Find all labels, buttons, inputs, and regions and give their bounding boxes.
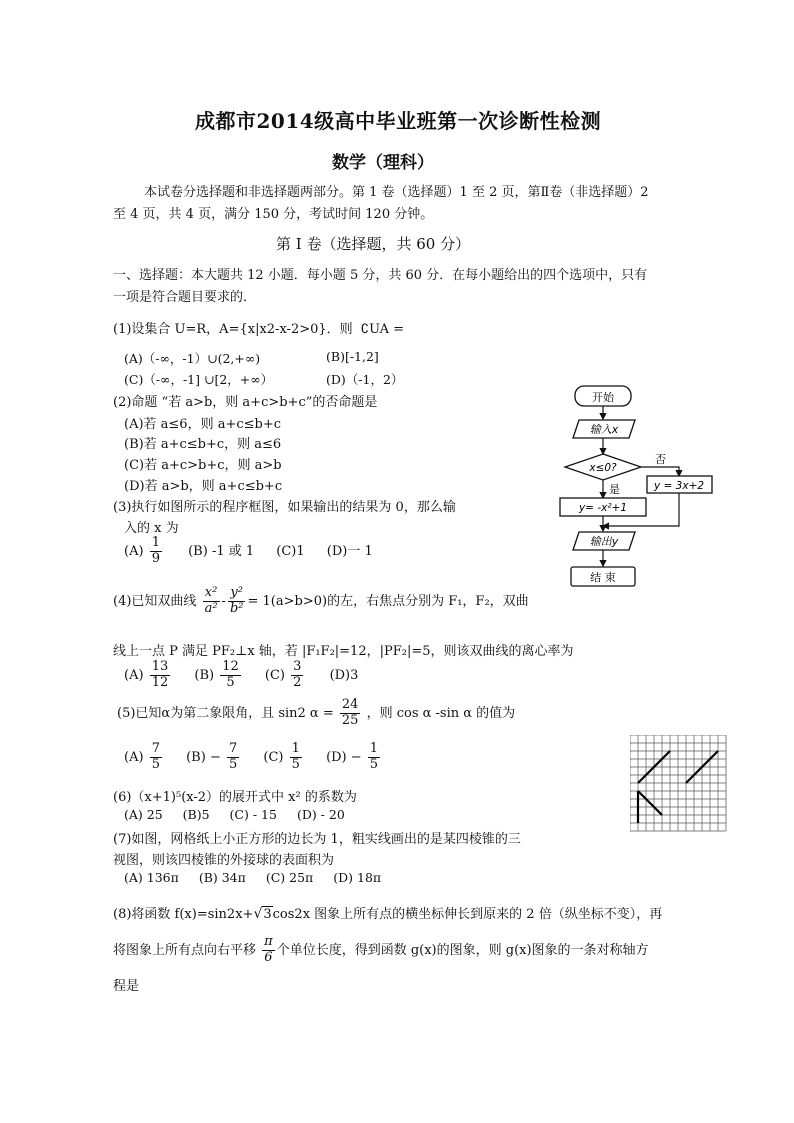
q4-fraction-y-numerator: y² [228, 586, 246, 602]
q4-equation-rest: = 1(a>b>0) [247, 593, 328, 609]
q4-stem-line-2: 线上一点 P 满足 PF₂⊥x 轴，若 |F₁F₂|=12，|PF₂|=5，则该双曲线的离心率为 [113, 644, 574, 659]
q8-fraction-denominator: 6 [264, 949, 273, 965]
q8-fraction [262, 935, 275, 966]
q3-stem-line-2: 入的 x 为 [124, 521, 179, 536]
intro-line-2: 至 4 页，共 4 页，满分 150 分，考试时间 120 分钟。 [113, 207, 434, 222]
q7-option-b: (B) 34π [198, 870, 246, 885]
q3-options [124, 536, 373, 567]
q4-option-b-label: (B) [194, 667, 215, 683]
q1-option-a: (A)（-∞，-1）∪(2,+∞) [124, 351, 261, 366]
q4-options [124, 660, 358, 691]
q5-stem [117, 698, 515, 729]
q3-option-b: (B) -1 或 1 [188, 543, 255, 559]
three-view-grid-figure [630, 735, 730, 835]
q5-option-b-fraction [227, 742, 239, 773]
q3-option-d: (D)一 1 [326, 543, 373, 559]
q1-option-c: (C)（-∞，-1] ∪[2，+∞） [124, 372, 274, 387]
q4-option-c-denominator: 2 [293, 674, 302, 690]
q2-option-b: (B)若 a+c≤b+c，则 a≤6 [124, 437, 282, 452]
q6-option-c: (C) - 15 [229, 807, 277, 822]
q5-prefix: (5)已知α为第二象限角，且 sin2 α = [117, 705, 334, 721]
q1-stem [113, 318, 404, 337]
flowchart-no-branch-text: y = 3x+2 [653, 480, 705, 492]
q3-option-a-label: (A) [124, 543, 144, 559]
q5-fraction [340, 698, 361, 729]
q6-option-a: (A) 25 [124, 807, 163, 822]
q5-option-b-numerator: 7 [228, 741, 238, 756]
q4-option-a-fraction [150, 660, 171, 691]
q7-options [124, 870, 397, 885]
q2-option-c: (C)若 a+c>b+c，则 a>b [124, 458, 282, 473]
q4-fraction-x-numerator: x² [203, 586, 220, 602]
program-flowchart [555, 380, 725, 590]
q8-line-1 [113, 903, 662, 922]
q4-option-a-numerator: 13 [151, 659, 169, 674]
q5-option-c-label: (C) [263, 749, 284, 765]
q5-option-d-denominator: 5 [369, 756, 379, 772]
q4-suffix: 的左，右焦点分别为 F₁，F₂，双曲 [327, 593, 529, 609]
q4-option-b-fraction [220, 660, 241, 691]
q5-option-a-numerator: 7 [151, 741, 160, 756]
q4-fraction-y [228, 586, 246, 617]
q5-fraction-denominator: 25 [341, 712, 359, 728]
q7-option-c: (C) 25π [265, 870, 314, 885]
q4-option-a-denominator: 12 [151, 674, 169, 690]
q5-option-d-numerator: 1 [369, 741, 379, 756]
q5-option-b-label: (B) − [186, 749, 221, 765]
q4-fraction-x-denominator: a² [204, 600, 218, 616]
q1-complement: ∁UA = [360, 322, 405, 337]
q5-option-a-denominator: 5 [151, 756, 160, 772]
q8-line-3: 程是 [113, 979, 140, 994]
q5-option-d-label: (D) − [326, 749, 362, 765]
flowchart-input-text: 输入x [589, 423, 619, 436]
q4-option-b-numerator: 12 [222, 659, 239, 674]
intro-line-1: 本试卷分选择题和非选择题两部分。第 1 卷（选择题）1 至 2 页，第Ⅱ卷（非选择题）2 [144, 185, 649, 200]
q7-stem-line-2: 视图，则该四棱锥的外接球的表面积为 [113, 853, 335, 868]
q2-option-d: (D)若 a>b，则 a+c≤b+c [124, 479, 283, 494]
q5-option-a-fraction [150, 742, 162, 773]
flowchart-condition-text: x≤0? [589, 462, 617, 474]
q2-stem: (2)命题 “若 a>b，则 a+c>b+c”的否命题是 [113, 395, 378, 410]
sqrt-symbol: √ [253, 906, 263, 922]
q7-option-a: (A) 136π [124, 870, 179, 885]
page-title: 成都市2014级高中毕业班第一次诊断性检测 [195, 109, 602, 133]
q3-option-c: (C)1 [276, 543, 305, 559]
q6-option-b: (B)5 [182, 807, 210, 822]
flowchart-start-text: 开始 [592, 391, 614, 404]
q4-option-d: (D)3 [329, 667, 359, 683]
q5-option-a-label: (A) [124, 749, 144, 765]
q4-option-c-fraction [291, 660, 303, 691]
q8-sqrt-argument: 3 [263, 907, 272, 922]
q5-option-c-fraction [290, 742, 302, 773]
q5-fraction-numerator: 24 [341, 697, 359, 712]
section-instruction-line-1: 一、选择题：本大题共 12 小题．每小题 5 分，共 60 分．在每小题给出的四个选项中，只有 [113, 268, 648, 283]
q8-line-2-end: 个单位长度，得到函数 g(x)的图象，则 g(x)图象的一条对称轴方 [276, 942, 649, 958]
q2-option-a: (A)若 a≤6，则 a+c≤b+c [124, 417, 282, 432]
q1-option-b: (B)[-1,2] [326, 349, 379, 364]
q6-stem: (6)（x+1)⁵(x-2）的展开式中 x² 的系数为 [113, 790, 357, 805]
q4-prefix: (4)已知双曲线 [113, 593, 197, 609]
q6-option-d: (D) - 20 [296, 807, 345, 822]
flowchart-yes-label: 是 [609, 483, 620, 496]
flowchart-yes-branch-text: y= -x²+1 [578, 502, 628, 514]
q4-stem: (4)已知双曲线 $\frac{\text{x²}}{\text{a²}}$ - $\frac{\text{y²}}{\text{b²}}$ = 1(a>b>0)的左，右焦点分别为 F₁，F₂，双曲 [113, 585, 529, 616]
q5-suffix: ，则 cos α -sin α 的值为 [366, 705, 516, 721]
q8-line-2 [113, 935, 649, 966]
q4-option-c-numerator: 3 [293, 659, 302, 674]
q3-stem-line-1: (3)执行如图所示的程序框图，如果输出的结果为 0，那么输 [113, 500, 456, 515]
q8-line-2-start: 将图象上所有点向右平移 [113, 942, 257, 958]
q5-option-b-denominator: 5 [228, 756, 238, 772]
q5-options [124, 742, 382, 773]
q4-fraction-y-denominator: b² [229, 600, 244, 616]
part1-title: 第 I 卷（选择题，共 60 分） [276, 235, 471, 253]
q4-option-a-label: (A) [124, 667, 144, 683]
q5-option-d-fraction [368, 742, 380, 773]
q6-options [124, 807, 361, 822]
q5-option-c-denominator: 5 [291, 756, 300, 772]
q8-line-1-end: cos2x 图象上所有点的横坐标伸长到原来的 2 倍（纵坐标不变），再 [272, 907, 663, 922]
q7-stem-line-1: (7)如图，网格纸上小正方形的边长为 1，粗实线画出的是某四棱锥的三 [113, 832, 521, 847]
q4-fraction-x [203, 586, 220, 617]
section-instruction-line-2: 一项是符合题目要求的． [113, 290, 257, 305]
q8-line-1-start: (8)将函数 f(x)=sin2x+ [113, 907, 254, 922]
q3-option-a-fraction [150, 536, 162, 567]
q7-option-d: (D) 18π [333, 870, 382, 885]
q3-option-a-denominator: 9 [151, 550, 160, 566]
q4-option-b-denominator: 5 [226, 674, 235, 690]
grid-lines [630, 735, 726, 831]
q1-stem-text: (1)设集合 U=R，A={x|x2-x-2>0}．则 [113, 322, 353, 337]
q4-option-c-label: (C) [264, 667, 285, 683]
flowchart-no-label: 否 [655, 453, 666, 466]
q5-option-c-numerator: 1 [291, 741, 300, 756]
q1-option-d: (D)（-1，2） [326, 372, 404, 387]
q3-option-a-numerator: 1 [151, 535, 160, 550]
flowchart-output-text: 输出y [589, 535, 619, 548]
flowchart-end-text: 结 束 [590, 571, 616, 584]
page-subtitle: 数学（理科） [332, 153, 434, 173]
q8-fraction-numerator: π [264, 934, 273, 949]
